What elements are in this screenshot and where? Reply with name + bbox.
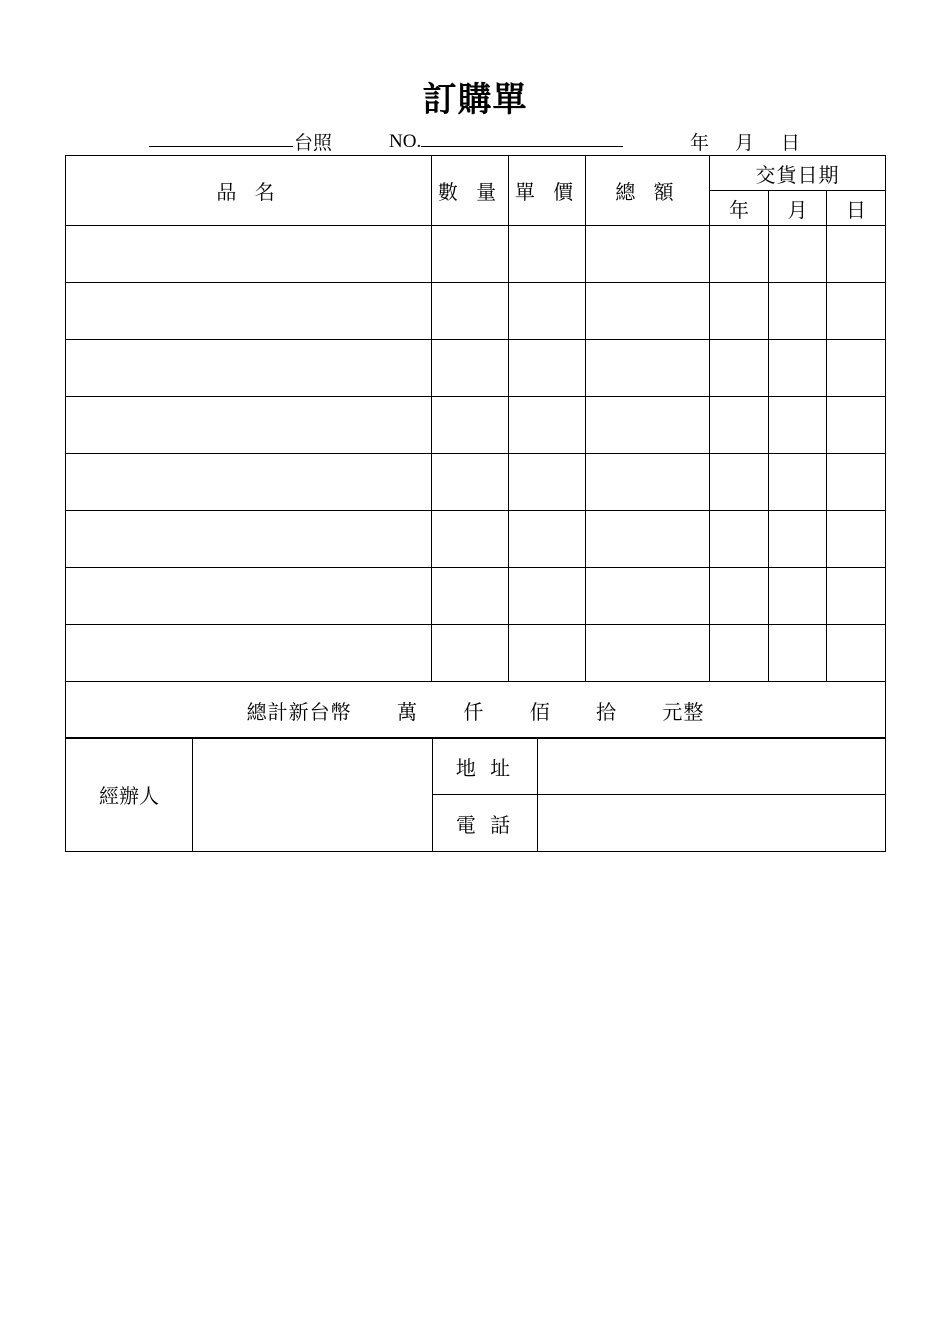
quantity-cell[interactable] xyxy=(432,340,509,397)
grand-total-label: 總計新台幣 xyxy=(246,699,352,724)
delivery-year-cell[interactable] xyxy=(710,340,769,397)
unit-price-cell[interactable] xyxy=(509,568,586,625)
table-row xyxy=(66,226,886,283)
delivery-month-cell[interactable] xyxy=(769,454,827,511)
delivery-month-cell[interactable] xyxy=(769,340,827,397)
item-name-cell[interactable] xyxy=(66,454,432,511)
table-row xyxy=(66,397,886,454)
unit-price-cell[interactable] xyxy=(509,226,586,283)
item-name-cell[interactable] xyxy=(66,226,432,283)
unit-price-cell[interactable] xyxy=(509,283,586,340)
quantity-cell[interactable] xyxy=(432,511,509,568)
unit-shi: 拾 xyxy=(596,699,618,724)
item-name-cell[interactable] xyxy=(66,340,432,397)
quantity-cell[interactable] xyxy=(432,454,509,511)
handler-field[interactable] xyxy=(193,738,433,852)
delivery-year-cell[interactable] xyxy=(710,568,769,625)
total-amount-cell[interactable] xyxy=(586,397,710,454)
header-delivery-day: 日 xyxy=(827,191,886,226)
table-row xyxy=(66,283,886,340)
address-label: 地 址 xyxy=(433,738,538,795)
delivery-month-cell[interactable] xyxy=(769,283,827,340)
unit-price-cell[interactable] xyxy=(509,340,586,397)
unit-wan: 萬 xyxy=(396,699,418,724)
item-name-cell[interactable] xyxy=(66,283,432,340)
delivery-month-cell[interactable] xyxy=(769,625,827,682)
total-amount-cell[interactable] xyxy=(586,340,710,397)
quantity-cell[interactable] xyxy=(432,625,509,682)
delivery-year-cell[interactable] xyxy=(710,511,769,568)
unit-bai: 佰 xyxy=(529,699,551,724)
delivery-day-cell[interactable] xyxy=(827,340,886,397)
delivery-day-cell[interactable] xyxy=(827,226,886,283)
handler-label: 經辦人 xyxy=(66,738,193,852)
quantity-cell[interactable] xyxy=(432,226,509,283)
address-field[interactable] xyxy=(538,738,886,795)
date-month-label: 月 xyxy=(735,132,755,154)
signature-table xyxy=(65,737,886,852)
delivery-day-cell[interactable] xyxy=(827,397,886,454)
header-unit-price: 單 價 xyxy=(509,156,586,226)
license-label: 台照 xyxy=(294,132,333,154)
recipient-blank[interactable] xyxy=(149,128,293,152)
table-row xyxy=(66,511,886,568)
order-number-label: NO. xyxy=(389,131,422,152)
header-quantity: 數 量 xyxy=(432,156,509,226)
total-amount-cell[interactable] xyxy=(586,625,710,682)
phone-field[interactable] xyxy=(538,795,886,852)
item-name-cell[interactable] xyxy=(66,568,432,625)
table-row xyxy=(66,568,886,625)
delivery-year-cell[interactable] xyxy=(710,397,769,454)
header-info-line xyxy=(0,128,950,154)
quantity-cell[interactable] xyxy=(432,283,509,340)
delivery-year-cell[interactable] xyxy=(710,454,769,511)
delivery-month-cell[interactable] xyxy=(769,226,827,283)
header-delivery-year: 年 xyxy=(710,191,769,226)
delivery-day-cell[interactable] xyxy=(827,568,886,625)
phone-label: 電 話 xyxy=(433,795,538,852)
order-table xyxy=(65,155,886,739)
table-row xyxy=(66,625,886,682)
order-rows xyxy=(66,226,886,682)
delivery-day-cell[interactable] xyxy=(827,454,886,511)
table-row xyxy=(66,340,886,397)
document-title: 訂購單 xyxy=(422,80,528,120)
item-name-cell[interactable] xyxy=(66,625,432,682)
total-amount-cell[interactable] xyxy=(586,226,710,283)
unit-price-cell[interactable] xyxy=(509,454,586,511)
table-row xyxy=(66,454,886,511)
delivery-year-cell[interactable] xyxy=(710,625,769,682)
header-delivery-date: 交貨日期 xyxy=(710,156,886,191)
header-delivery-month: 月 xyxy=(769,191,827,226)
delivery-day-cell[interactable] xyxy=(827,283,886,340)
delivery-month-cell[interactable] xyxy=(769,511,827,568)
item-name-cell[interactable] xyxy=(66,511,432,568)
unit-qian: 仟 xyxy=(463,699,485,724)
grand-total-row[interactable] xyxy=(66,682,886,739)
delivery-month-cell[interactable] xyxy=(769,568,827,625)
delivery-day-cell[interactable] xyxy=(827,511,886,568)
delivery-day-cell[interactable] xyxy=(827,625,886,682)
unit-price-cell[interactable] xyxy=(509,511,586,568)
date-year-label: 年 xyxy=(690,132,710,154)
quantity-cell[interactable] xyxy=(432,397,509,454)
unit-price-cell[interactable] xyxy=(509,625,586,682)
item-name-cell[interactable] xyxy=(66,397,432,454)
unit-price-cell[interactable] xyxy=(509,397,586,454)
total-amount-cell[interactable] xyxy=(586,454,710,511)
unit-yuan: 元整 xyxy=(662,699,705,724)
delivery-year-cell[interactable] xyxy=(710,283,769,340)
date-day-label: 日 xyxy=(781,132,801,154)
quantity-cell[interactable] xyxy=(432,568,509,625)
header-item-name: 品 名 xyxy=(66,156,432,226)
order-number-field[interactable] xyxy=(389,128,623,153)
delivery-month-cell[interactable] xyxy=(769,397,827,454)
header-total-amount: 總 額 xyxy=(586,156,710,226)
total-amount-cell[interactable] xyxy=(586,283,710,340)
delivery-year-cell[interactable] xyxy=(710,226,769,283)
total-amount-cell[interactable] xyxy=(586,568,710,625)
total-amount-cell[interactable] xyxy=(586,511,710,568)
